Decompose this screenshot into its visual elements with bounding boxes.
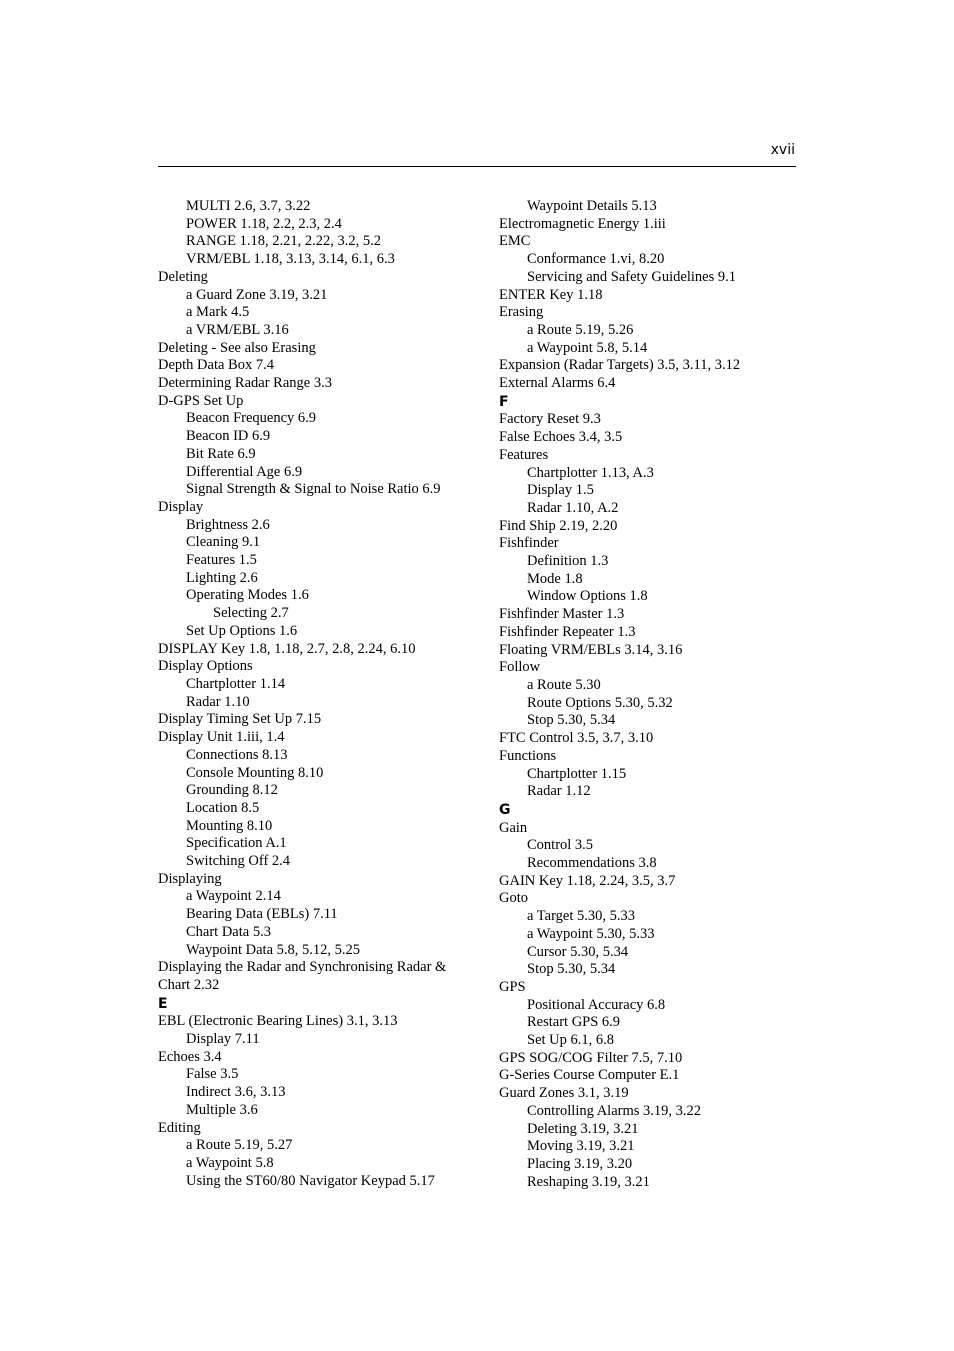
index-subentry: Display 7.11 — [186, 1031, 260, 1048]
index-subentry: a Target 5.30, 5.33 — [527, 908, 635, 925]
index-subentry: Brightness 2.6 — [186, 516, 270, 533]
index-entry: Follow — [499, 659, 541, 676]
index-subentry: Control 3.5 — [527, 837, 594, 854]
index-entry: False Echoes 3.4, 3.5 — [499, 429, 623, 446]
index-entry: Fishfinder — [499, 535, 559, 552]
index-subentry: Bearing Data (EBLs) 7.11 — [186, 906, 338, 923]
index-subentry: Radar 1.10, A.2 — [527, 499, 619, 516]
index-subentry: Servicing and Safety Guidelines 9.1 — [527, 268, 736, 285]
index-entry: Functions — [499, 747, 557, 764]
index-subentry: Console Mounting 8.10 — [186, 764, 324, 781]
index-subentry: Deleting 3.19, 3.21 — [527, 1120, 639, 1137]
index-subentry: Chartplotter 1.14 — [186, 675, 286, 692]
index-entry: Editing — [158, 1119, 201, 1136]
index-subentry: a Guard Zone 3.19, 3.21 — [186, 286, 328, 303]
index-entry: Determining Radar Range 3.3 — [158, 375, 332, 392]
index-entry: Displaying — [158, 870, 222, 887]
index-subentry: Cleaning 9.1 — [186, 534, 261, 551]
index-entry: Floating VRM/EBLs 3.14, 3.16 — [499, 641, 683, 658]
index-subentry: Bit Rate 6.9 — [186, 445, 256, 462]
index-subentry: Operating Modes 1.6 — [186, 587, 309, 604]
index-subentry: Stop 5.30, 5.34 — [527, 961, 616, 978]
index-entry: Expansion (Radar Targets) 3.5, 3.11, 3.12 — [499, 357, 741, 374]
index-subentry: Differential Age 6.9 — [186, 463, 303, 480]
index-subentry: Using the ST60/80 Navigator Keypad 5.17 — [186, 1172, 435, 1189]
index-subentry: Features 1.5 — [186, 552, 257, 569]
index-subentry: Selecting 2.7 — [213, 605, 289, 622]
index-subentry: Set Up Options 1.6 — [186, 622, 298, 639]
index-subentry: VRM/EBL 1.18, 3.13, 3.14, 6.1, 6.3 — [186, 251, 395, 268]
index-subentry: Beacon ID 6.9 — [186, 428, 271, 445]
header-rule — [158, 166, 796, 167]
index-entry: EBL (Electronic Bearing Lines) 3.1, 3.13 — [158, 1013, 398, 1030]
index-entry: Electromagnetic Energy 1.iii — [499, 215, 666, 232]
index-subentry: Placing 3.19, 3.20 — [527, 1155, 633, 1172]
index-subentry: RANGE 1.18, 2.21, 2.22, 3.2, 5.2 — [186, 233, 381, 250]
index-subentry: Cursor 5.30, 5.34 — [527, 943, 629, 960]
index-entry: Display Timing Set Up 7.15 — [158, 711, 322, 728]
index-entry: FTC Control 3.5, 3.7, 3.10 — [499, 730, 654, 747]
index-entry: Echoes 3.4 — [158, 1048, 222, 1065]
index-subentry: a Waypoint 5.30, 5.33 — [527, 925, 655, 942]
index-entry: Fishfinder Master 1.3 — [499, 606, 625, 623]
index-entry: Factory Reset 9.3 — [499, 411, 601, 428]
index-subentry: a Waypoint 2.14 — [186, 888, 281, 905]
index-subentry: Beacon Frequency 6.9 — [186, 410, 317, 427]
index-entry: Guard Zones 3.1, 3.19 — [499, 1085, 629, 1102]
index-entry: Goto — [499, 890, 528, 907]
index-section-letter: F — [499, 393, 509, 410]
index-subentry: Restart GPS 6.9 — [527, 1014, 621, 1031]
index-subentry: a Mark 4.5 — [186, 304, 250, 321]
index-entry: D-GPS Set Up — [158, 392, 244, 409]
index-subentry: Mode 1.8 — [527, 570, 583, 587]
index-entry: Display Unit 1.iii, 1.4 — [158, 729, 285, 746]
index-subentry: Stop 5.30, 5.34 — [527, 712, 616, 729]
index-subentry: Definition 1.3 — [527, 553, 609, 570]
index-subentry: Chartplotter 1.15 — [527, 765, 627, 782]
index-subentry: Multiple 3.6 — [186, 1101, 258, 1118]
index-subentry: Reshaping 3.19, 3.21 — [527, 1173, 650, 1190]
index-subentry: Grounding 8.12 — [186, 782, 278, 799]
index-subentry: Waypoint Details 5.13 — [527, 198, 657, 214]
index-subentry: a Route 5.19, 5.26 — [527, 321, 634, 338]
index-subentry: a Route 5.30 — [527, 676, 601, 693]
index-subentry: POWER 1.18, 2.2, 2.3, 2.4 — [186, 215, 342, 232]
index-subentry: Signal Strength & Signal to Noise Ratio 6.9 — [186, 481, 441, 498]
index-entry: DISPLAY Key 1.8, 1.18, 2.7, 2.8, 2.24, 6.10 — [158, 640, 416, 657]
index-entry: Display Options — [158, 658, 253, 675]
index-section-letter: E — [158, 995, 168, 1012]
index-subentry: Window Options 1.8 — [527, 588, 648, 605]
index-subentry: Moving 3.19, 3.21 — [527, 1138, 635, 1155]
index-subentry: Controlling Alarms 3.19, 3.22 — [527, 1102, 701, 1119]
index-subentry: False 3.5 — [186, 1066, 239, 1083]
index-entry: GAIN Key 1.18, 2.24, 3.5, 3.7 — [499, 872, 676, 889]
index-entry: GPS — [499, 978, 526, 995]
index-entry: Gain — [499, 819, 528, 836]
index-subentry: Set Up 6.1, 6.8 — [527, 1032, 614, 1049]
index-entry: Deleting - See also Erasing — [158, 339, 316, 356]
index-entry: G-Series Course Computer E.1 — [499, 1067, 680, 1084]
index-subentry: Recommendations 3.8 — [527, 855, 657, 872]
index-subentry: Radar 1.12 — [527, 783, 591, 800]
index-entry: Fishfinder Repeater 1.3 — [499, 623, 636, 640]
index-section-letter: G — [499, 801, 511, 818]
index-subentry: a Waypoint 5.8, 5.14 — [527, 339, 648, 356]
index-entry: Deleting — [158, 268, 208, 285]
index-subentry: Specification A.1 — [186, 835, 287, 852]
index-entry: Erasing — [499, 304, 544, 321]
index-subentry: Connections 8.13 — [186, 746, 288, 763]
index-subentry: Chart Data 5.3 — [186, 923, 271, 940]
index-subentry: Waypoint Data 5.8, 5.12, 5.25 — [186, 941, 361, 958]
index-subentry: Route Options 5.30, 5.32 — [527, 694, 673, 711]
index-subentry: a Waypoint 5.8 — [186, 1154, 274, 1171]
index-entry: External Alarms 6.4 — [499, 375, 616, 392]
index-entry: Display — [158, 498, 204, 515]
index-subentry: Chartplotter 1.13, A.3 — [527, 464, 654, 481]
index-subentry: a VRM/EBL 3.16 — [186, 321, 289, 338]
index-column-left — [158, 198, 478, 1190]
index-subentry: MULTI 2.6, 3.7, 3.22 — [186, 198, 311, 214]
index-entry: Find Ship 2.19, 2.20 — [499, 517, 618, 534]
index-entry: EMC — [499, 233, 531, 250]
index-subentry: Location 8.5 — [186, 799, 260, 816]
index-column-right — [499, 198, 799, 1191]
index-subentry: Indirect 3.6, 3.13 — [186, 1084, 286, 1101]
index-subentry: Switching Off 2.4 — [186, 853, 291, 870]
index-entry: Features — [499, 446, 549, 463]
index-subentry: Display 1.5 — [527, 482, 594, 499]
index-entry: GPS SOG/COG Filter 7.5, 7.10 — [499, 1049, 683, 1066]
index-subentry: Lighting 2.6 — [186, 569, 258, 586]
index-subentry: Conformance 1.vi, 8.20 — [527, 251, 665, 268]
index-subentry: Mounting 8.10 — [186, 817, 273, 834]
page-number: xvii — [770, 142, 795, 158]
index-entry: Displaying the Radar and Synchronising Radar & Chart 2.32 — [158, 959, 447, 993]
index-subentry: Radar 1.10 — [186, 693, 250, 710]
index-entry: ENTER Key 1.18 — [499, 286, 603, 303]
index-entry: Depth Data Box 7.4 — [158, 357, 274, 374]
index-subentry: Positional Accuracy 6.8 — [527, 996, 666, 1013]
index-subentry: a Route 5.19, 5.27 — [186, 1137, 293, 1154]
